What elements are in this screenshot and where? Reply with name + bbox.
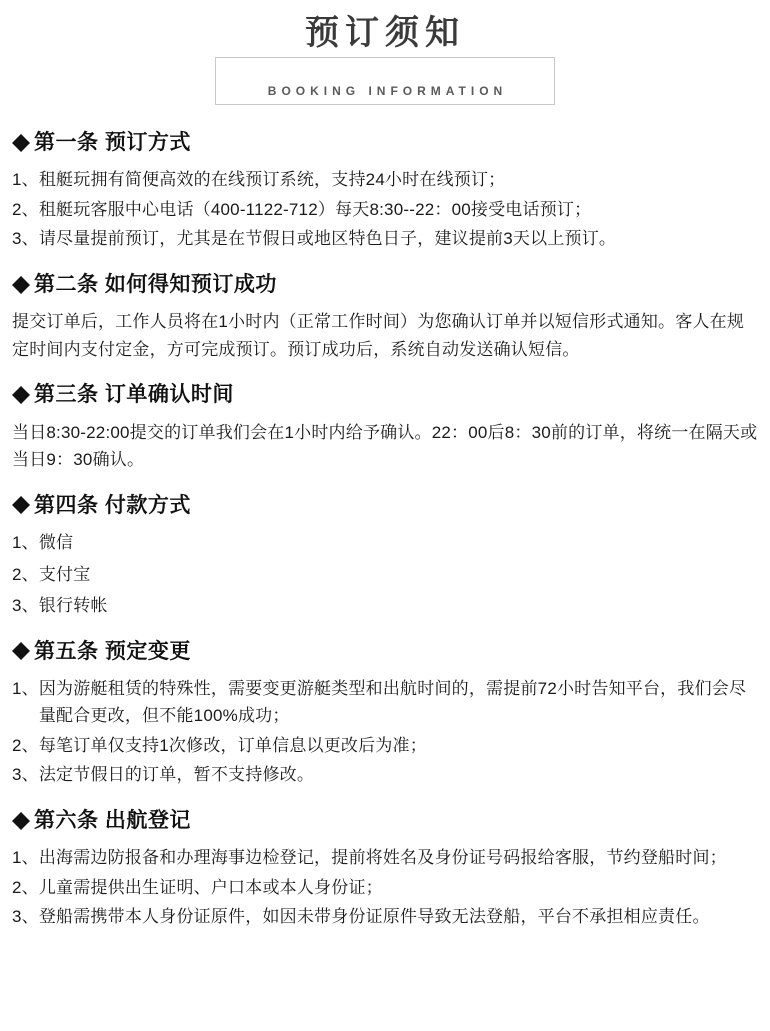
diamond-bullet-icon — [12, 125, 30, 143]
list-item — [12, 166, 758, 194]
list-item-number: 3、 — [12, 907, 39, 927]
list-item — [12, 561, 758, 589]
diamond-bullet-icon — [12, 377, 30, 395]
section-reservation-change — [12, 638, 758, 789]
section-heading-label: 第五条 预定变更 — [34, 639, 191, 663]
section-list — [12, 844, 758, 931]
subtitle-frame — [215, 27, 555, 105]
subtitle-box — [215, 57, 555, 105]
list-item-number: 2、 — [12, 877, 39, 897]
list-item-text: 微信 — [38, 533, 74, 552]
list-item — [12, 675, 758, 730]
list-item-number: 1、 — [12, 848, 39, 868]
section-heading — [12, 638, 758, 665]
list-item-text: 因为游艇租赁的特殊性，需要变更游艇类型和出航时间的，需提前72小时告知平台，我们会尽量配合更改，但不能100%成功； — [38, 678, 747, 726]
list-item-number: 2、 — [12, 199, 39, 219]
section-booking-method — [12, 129, 758, 253]
section-paragraph: 提交订单后，工作人员将在1小时内（正常工作时间）为您确认订单并以短信形式通知。客人在规定时间内支付定金，方可完成预订。预订成功后，系统自动发送确认短信。 — [12, 312, 745, 359]
list-item-number: 3、 — [12, 596, 39, 616]
list-item-text: 登船需携带本人身份证原件，如因未带身份证原件导致无法登船，平台不承担相应责任。 — [38, 907, 710, 927]
list-item-text: 每笔订单仅支持1次修改，订单信息以更改后为准； — [38, 735, 427, 755]
list-item — [12, 732, 758, 760]
list-item-text: 银行转帐 — [38, 596, 108, 616]
list-item-number: 2、 — [12, 735, 39, 755]
section-heading — [12, 807, 758, 834]
section-heading — [12, 492, 758, 519]
section-booking-confirmation — [12, 271, 758, 363]
section-paragraph: 当日8:30-22:00提交的订单我们会在1小时内给予确认。22：00后8：30前的订单，将统一在隔天或当日9：30确认。 — [12, 422, 758, 470]
section-departure-registration — [12, 807, 758, 931]
section-heading — [12, 381, 758, 408]
section-heading-label: 第三条 订单确认时间 — [34, 383, 234, 407]
list-item-number: 2、 — [12, 564, 39, 584]
list-item-number: 1、 — [12, 533, 39, 552]
section-heading-label: 第六条 出航登记 — [34, 809, 191, 833]
diamond-bullet-icon — [12, 487, 30, 505]
section-order-confirm-time — [12, 381, 758, 473]
list-item-number: 3、 — [12, 765, 39, 785]
list-item-number: 3、 — [12, 229, 39, 249]
list-item — [12, 529, 758, 557]
section-heading-label: 第一条 预订方式 — [34, 131, 191, 155]
section-heading — [12, 271, 758, 298]
list-item-number: 1、 — [12, 678, 39, 698]
list-item-text: 法定节假日的订单，暂不支持修改。 — [38, 765, 315, 785]
document-header — [12, 0, 758, 111]
section-list — [12, 675, 758, 789]
list-item-text: 租艇玩拥有简便高效的在线预订系统，支持24小时在线预订； — [38, 170, 506, 190]
list-item — [12, 196, 758, 224]
section-list — [12, 529, 758, 620]
list-item-text: 支付宝 — [38, 564, 91, 584]
section-heading-label: 第四条 付款方式 — [34, 493, 191, 517]
list-item — [12, 225, 758, 253]
list-item-number: 1、 — [12, 170, 39, 190]
list-item-text: 出海需边防报备和办理海事边检登记，提前将姓名及身份证号码报给客服，节约登船时间； — [38, 848, 727, 868]
diamond-bullet-icon — [12, 803, 30, 821]
diamond-bullet-icon — [12, 267, 30, 285]
list-item — [12, 903, 758, 931]
list-item-text: 儿童需提供出生证明、户口本或本人身份证； — [38, 877, 383, 897]
list-item — [12, 874, 758, 902]
list-item-text: 租艇玩客服中心电话（400-1122-712）每天8:30--22：00接受电话预订； — [38, 199, 592, 219]
page-title: 预订须知 — [305, 14, 465, 52]
section-heading-label: 第二条 如何得知预订成功 — [34, 272, 277, 296]
section-heading — [12, 129, 758, 156]
diamond-bullet-icon — [12, 633, 30, 651]
list-item — [12, 592, 758, 620]
section-list — [12, 166, 758, 253]
list-item-text: 请尽量提前预订，尤其是在节假日或地区特色日子，建议提前3天以上预订。 — [38, 229, 617, 249]
list-item — [12, 844, 758, 872]
page-subtitle: BOOKING INFORMATION — [267, 84, 508, 99]
list-item — [12, 761, 758, 789]
section-payment-methods — [12, 492, 758, 620]
